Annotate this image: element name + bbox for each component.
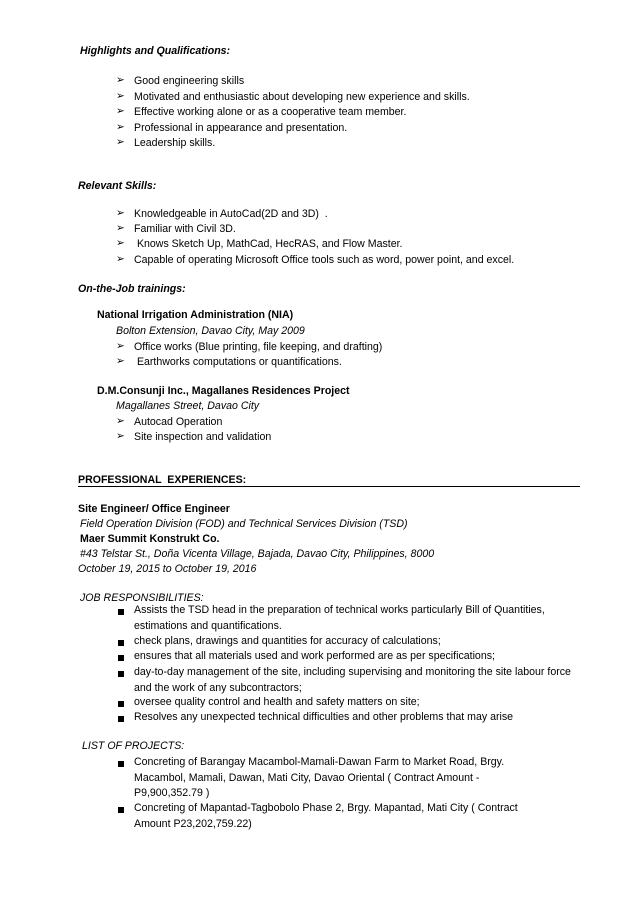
- ojt-heading: On-the-Job trainings:: [78, 283, 186, 295]
- ojt-org-location: Bolton Extension, Davao City, May 2009: [116, 325, 305, 337]
- list-item: day-to-day management of the site, including supervising and monitoring the site labour force and the work of any subcontractors;: [134, 666, 571, 694]
- projects-heading: LIST OF PROJECTS:: [82, 740, 185, 752]
- square-bullet-icon: [118, 671, 124, 677]
- list-item: Familiar with Civil 3D.: [134, 223, 236, 235]
- skills-heading: Relevant Skills:: [78, 180, 157, 192]
- section-underline: [78, 486, 580, 487]
- list-item: Resolves any unexpected technical difficulties and other problems that may arise: [134, 711, 514, 723]
- square-bullet-icon: [118, 640, 124, 646]
- responsibilities-heading: JOB RESPONSIBILITIES:: [80, 592, 204, 604]
- list-item: Leadership skills.: [134, 137, 216, 149]
- job-dates: October 19, 2015 to October 19, 2016: [78, 563, 257, 575]
- arrow-bullet-icon: ➢: [116, 355, 125, 367]
- arrow-bullet-icon: ➢: [116, 340, 125, 352]
- arrow-bullet-icon: ➢: [116, 207, 125, 219]
- list-item: Concreting of Barangay Macambol-Mamali-Dawan Farm to Market Road, Brgy. Macambol, Mamali, Dawan, Mati City, Davao Oriental ( Contract Amount - P9,900,352.79 ): [134, 756, 505, 799]
- ojt-org-location: Magallanes Street, Davao City: [116, 400, 260, 412]
- highlights-heading: Highlights and Qualifications:: [80, 45, 231, 57]
- job-division: Field Operation Division (FOD) and Technical Services Division (TSD): [80, 518, 408, 530]
- square-bullet-icon: [118, 761, 124, 767]
- list-item: Knows Sketch Up, MathCad, HecRAS, and Flow Master.: [134, 238, 403, 250]
- square-bullet-icon: [118, 609, 124, 615]
- list-item: Site inspection and validation: [134, 431, 272, 443]
- arrow-bullet-icon: ➢: [116, 430, 125, 442]
- list-item: Assists the TSD head in the preparation of technical works particularly Bill of Quantities, estimations and quantifications.: [134, 604, 545, 632]
- square-bullet-icon: [118, 807, 124, 813]
- ojt-org-name: National Irrigation Administration (NIA): [97, 309, 294, 321]
- square-bullet-icon: [118, 716, 124, 722]
- arrow-bullet-icon: ➢: [116, 237, 125, 249]
- job-title: Site Engineer/ Office Engineer: [78, 503, 230, 515]
- arrow-bullet-icon: ➢: [116, 222, 125, 234]
- list-item: Earthworks computations or quantifications.: [134, 356, 342, 368]
- ojt-org-name: D.M.Consunji Inc., Magallanes Residences Project: [97, 385, 350, 397]
- arrow-bullet-icon: ➢: [116, 90, 125, 102]
- arrow-bullet-icon: ➢: [116, 121, 125, 133]
- arrow-bullet-icon: ➢: [116, 74, 125, 86]
- list-item: Office works (Blue printing, file keeping, and drafting): [134, 341, 383, 353]
- list-item: check plans, drawings and quantities for accuracy of calculations;: [134, 635, 441, 647]
- list-item: Capable of operating Microsoft Office tools such as word, power point, and excel.: [134, 254, 515, 266]
- arrow-bullet-icon: ➢: [116, 136, 125, 148]
- list-item: Effective working alone or as a cooperative team member.: [134, 106, 407, 118]
- list-item: Motivated and enthusiastic about developing new experience and skills.: [134, 91, 470, 103]
- arrow-bullet-icon: ➢: [116, 253, 125, 265]
- list-item: Knowledgeable in AutoCad(2D and 3D) .: [134, 208, 328, 220]
- list-item: ensures that all materials used and work performed are as per specifications;: [134, 650, 495, 662]
- list-item: Autocad Operation: [134, 416, 223, 428]
- list-item: Good engineering skills: [134, 75, 245, 87]
- company-address: #43 Telstar St., Doña Vicenta Village, Bajada, Davao City, Philippines, 8000: [80, 548, 435, 560]
- square-bullet-icon: [118, 655, 124, 661]
- company-name: Maer Summit Konstrukt Co.: [80, 533, 220, 545]
- arrow-bullet-icon: ➢: [116, 105, 125, 117]
- list-item: Concreting of Mapantad-Tagbobolo Phase 2, Brgy. Mapantad, Mati City ( Contract Amount P23,202,759.22): [134, 802, 518, 830]
- square-bullet-icon: [118, 701, 124, 707]
- experience-heading: PROFESSIONAL EXPERIENCES:: [78, 474, 247, 486]
- list-item: oversee quality control and health and safety matters on site;: [134, 696, 420, 708]
- list-item: Professional in appearance and presentation.: [134, 122, 348, 134]
- arrow-bullet-icon: ➢: [116, 415, 125, 427]
